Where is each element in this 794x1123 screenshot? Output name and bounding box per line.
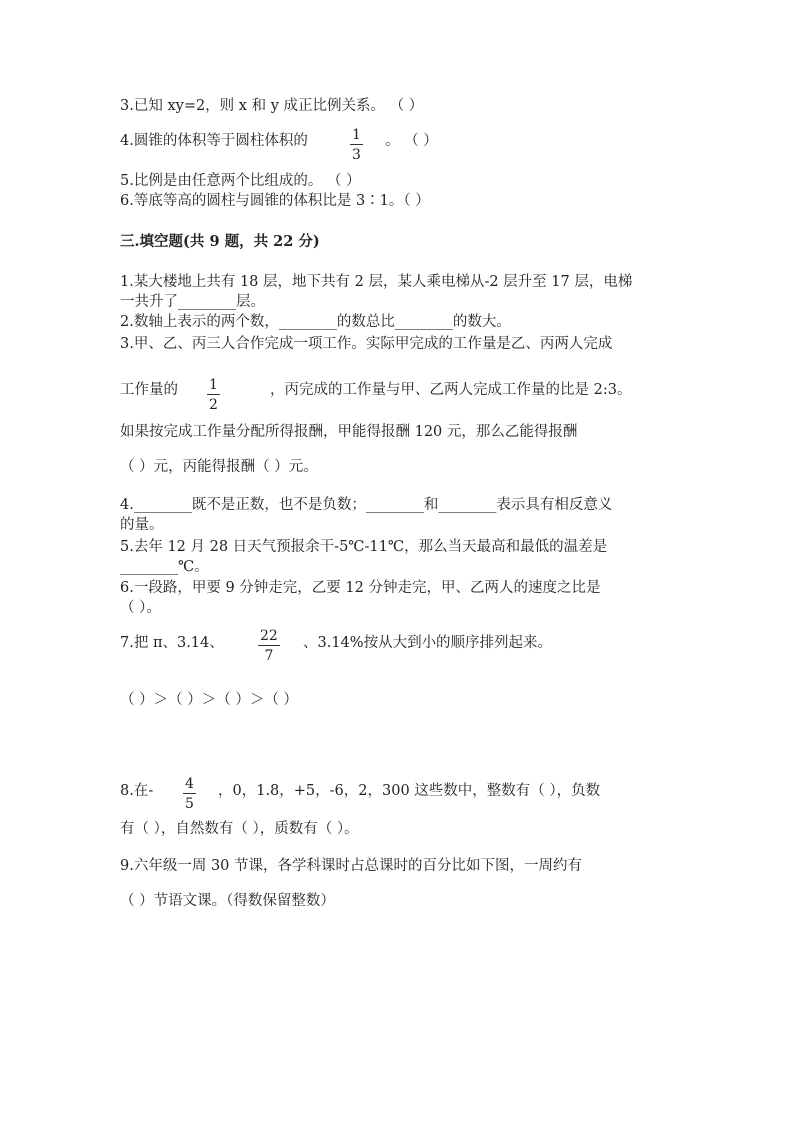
fill-q7-text-rest: 、3.14%按从大到小的顺序排列起来。 [303, 635, 553, 651]
fill-q4-line1: 4.________既不是正数，也不是负数；________和________表示具有相反意义 [120, 497, 613, 513]
fill-q8-text-rest: ，0，1.8，+5，-6，2，300 这些数中，整数有（ ），负数 [218, 783, 601, 799]
fill-q9-line2: （ ）节语文课。（得数保留整数） [120, 893, 335, 909]
fill-q8-text: 8.在- [120, 783, 154, 799]
fill-q2: 2.数轴上表示的两个数，________的数总比________的数大。 [120, 314, 511, 330]
fill-q3-line2-text: 工作量的 [120, 382, 178, 398]
fraction-numerator: 4 [185, 776, 194, 792]
fill-q4-line2: 的量。 [120, 517, 164, 533]
fill-q7-answer: （ ）＞（ ）＞（ ）＞（ ） [120, 692, 298, 708]
fill-q7-text: 7.把 π、3.14、 [120, 635, 224, 651]
judge-q4-answer: 。 （ ） [385, 133, 438, 149]
judge-q3: 3.已知 xy=2，则 x 和 y 成正比例关系。 （ ） [120, 98, 424, 114]
fraction-numerator: 1 [209, 377, 218, 393]
fraction-denominator: 3 [352, 147, 361, 163]
fraction-bar [207, 394, 220, 395]
judge-q6: 6.等底等高的圆柱与圆锥的体积比是 3∶1。（ ） [120, 193, 430, 209]
fraction-bar [258, 645, 280, 646]
fill-q7-fraction [258, 628, 280, 664]
fill-q5-line2: ________℃。 [120, 559, 209, 575]
fill-q9-line1: 9.六年级一周 30 节课，各学科课时占总课时的百分比如下图，一周约有 [120, 858, 583, 874]
fill-q3-line1: 3.甲、乙、丙三人合作完成一项工作。实际甲完成的工作量是乙、丙两人完成 [120, 336, 613, 352]
fill-q3-line4: （ ）元，丙能得报酬（ ）元。 [120, 459, 318, 475]
fraction-bar [350, 144, 363, 145]
fill-q5-line1: 5.去年 12 月 28 日天气预报余干-5℃-11℃，那么当天最高和最低的温差是 [120, 539, 608, 555]
fill-q3-line3: 如果按完成工作量分配所得报酬，甲能得报酬 120 元，那么乙能得报酬 [120, 424, 578, 440]
judge-q4-text: 4.圆锥的体积等于圆柱体积的 [120, 133, 308, 149]
fraction-denominator: 5 [185, 796, 194, 812]
fraction-denominator: 7 [264, 648, 274, 664]
fill-q8-line2: 有（ ），自然数有（ ），质数有（ ）。 [120, 821, 359, 837]
fraction-numerator: 1 [352, 127, 361, 143]
fill-q1-line2: 一共升了________层。 [120, 294, 265, 310]
fraction-bar [183, 793, 196, 794]
fill-q3-line2-rest: ，丙完成的工作量与甲、乙两人完成工作量的比是 2:3。 [270, 382, 632, 398]
fill-q6-line2: （ ）。 [120, 600, 161, 616]
fill-q6-line1: 6.一段路，甲要 9 分钟走完，乙要 12 分钟走完，甲、乙两人的速度之比是 [120, 580, 601, 596]
fill-q3-fraction [207, 377, 220, 413]
fraction-denominator: 2 [209, 397, 218, 413]
fraction-numerator: 22 [260, 628, 278, 644]
judge-q5: 5.比例是由任意两个比组成的。 （ ） [120, 173, 361, 189]
judge-q4-fraction [350, 127, 363, 163]
fill-q8-fraction [183, 776, 196, 812]
fill-q1-line1: 1.某大楼地上共有 18 层，地下共有 2 层，某人乘电梯从-2 层升至 17 层，电梯 [120, 274, 633, 290]
section-heading-fill-blank: 三.填空题(共 9 题，共 22 分) [120, 233, 320, 250]
